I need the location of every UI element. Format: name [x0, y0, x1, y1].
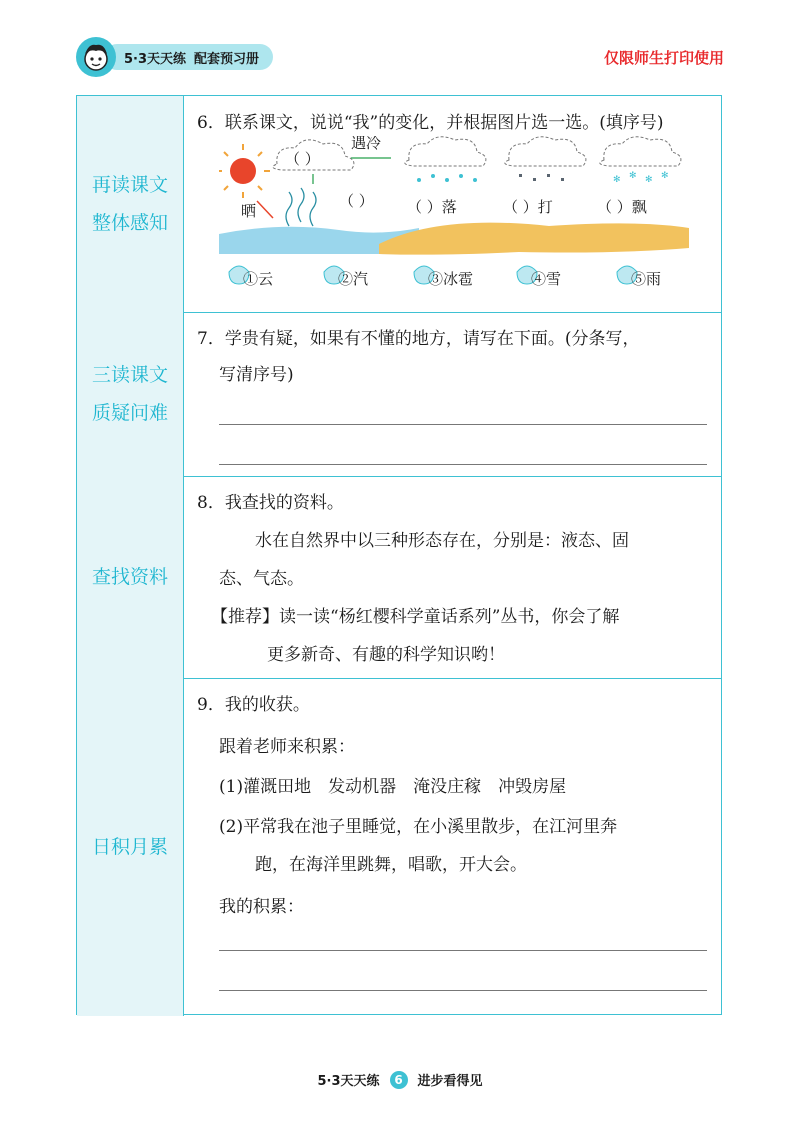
my-accumulation-label: 我的积累：: [219, 897, 304, 917]
answer-line[interactable]: [219, 990, 707, 991]
sand-icon: [379, 223, 689, 255]
recommendation: 【推荐】读一读“杨红樱科学童话系列”丛书，你会了解: [211, 607, 620, 627]
accumulation-item-1: (1)灌溉田地 发动机器 淹没庄稼 冲毁房屋: [219, 777, 567, 797]
fall-label: （ ）落: [407, 198, 457, 216]
footer: [0, 1070, 800, 1089]
series-pill: [104, 44, 273, 70]
snowflakes-icon: [613, 171, 669, 185]
section-content: [183, 678, 721, 1016]
footer-series: 5·3天天练: [317, 1074, 380, 1089]
accumulation-intro: 跟着老师来积累：: [219, 737, 355, 757]
question-6: 6．联系课文，说说“我”的变化，并根据图片选一选。(填序号): [197, 113, 664, 133]
option-item: [324, 266, 368, 288]
recommendation-cont: 更多新奇、有趣的科学知识哟！: [267, 645, 505, 665]
rain-cloud-icon: [405, 137, 486, 166]
section-accumulation: [77, 678, 721, 1016]
sun-label: 晒: [241, 202, 257, 220]
question-7-cont: 写清序号): [219, 365, 294, 385]
mascot-avatar-icon: [76, 37, 116, 77]
section-content: [183, 476, 721, 678]
print-notice: 仅限师生打印使用: [603, 49, 724, 67]
hit-label: （ ）打: [503, 198, 553, 216]
hail-cloud-icon: [505, 137, 586, 166]
section-label-line: 查找资料: [91, 566, 168, 588]
snow-cloud-icon: [600, 137, 681, 166]
blank-cloud: （ ）: [285, 150, 320, 168]
svg-text:✻: ✻: [613, 175, 621, 185]
section-label-line: 三读课文: [91, 364, 168, 386]
section-question-doubt: [77, 312, 721, 477]
section-reread-overall: [77, 96, 721, 313]
option-label: ⑤雨: [631, 270, 662, 288]
svg-text:✻: ✻: [629, 171, 637, 181]
section-label: [77, 96, 184, 312]
section-label: [77, 312, 184, 476]
water-cycle-diagram: [219, 136, 699, 301]
option-label: ④雪: [531, 270, 562, 288]
footer-slogan: 进步看得见: [417, 1074, 483, 1089]
blank-vapor: （ ）: [339, 192, 374, 210]
answer-line[interactable]: [219, 464, 707, 465]
heat-arrow: [257, 201, 273, 218]
float-label: （ ）飘: [597, 198, 647, 216]
question-7: 7．学贵有疑，如果有不懂的地方，请写在下面。(分条写，: [197, 329, 640, 349]
option-item: [229, 266, 273, 288]
section-label: [77, 678, 184, 1016]
svg-text:✻: ✻: [661, 171, 669, 181]
research-text-cont: 态、气态。: [219, 569, 304, 589]
series-title: 5·3天天练: [124, 51, 187, 67]
hail-icon: [519, 174, 564, 181]
section-content: [183, 312, 721, 476]
accumulation-item-2: (2)平常我在池子里睡觉，在小溪里散步，在江河里奔: [219, 817, 618, 837]
option-item: [517, 266, 561, 288]
series-subtitle: 配套预习册: [194, 51, 260, 67]
question-8: 8．我查找的资料。: [197, 493, 344, 513]
cold-label: 遇冷: [351, 136, 382, 152]
option-item: [617, 266, 661, 288]
option-label: ②汽: [338, 270, 369, 288]
steam-icon: [286, 188, 316, 226]
page-number: 6: [390, 1071, 408, 1089]
section-research: [77, 476, 721, 679]
answer-line[interactable]: [219, 950, 707, 951]
question-9: 9．我的收获。: [197, 695, 310, 715]
option-label: ③冰雹: [428, 270, 474, 288]
option-label: ①云: [243, 270, 274, 288]
section-label: [77, 476, 184, 678]
sun-icon: [219, 144, 270, 198]
section-content: [183, 96, 721, 312]
worksheet-grid: [76, 95, 722, 1015]
section-label-line: 再读课文: [91, 174, 168, 196]
option-item: [414, 266, 473, 288]
section-label-line: 整体感知: [91, 212, 168, 234]
header-badge: [76, 40, 273, 74]
raindrops-icon: [417, 174, 477, 182]
svg-text:✻: ✻: [645, 175, 653, 185]
section-label-line: 日积月累: [91, 836, 168, 858]
section-label-line: 质疑问难: [91, 402, 168, 424]
accumulation-item-2-cont: 跑，在海洋里跳舞，唱歌，开大会。: [255, 855, 527, 875]
answer-line[interactable]: [219, 424, 707, 425]
research-text: 水在自然界中以三种形态存在，分别是：液态、固: [255, 531, 629, 551]
